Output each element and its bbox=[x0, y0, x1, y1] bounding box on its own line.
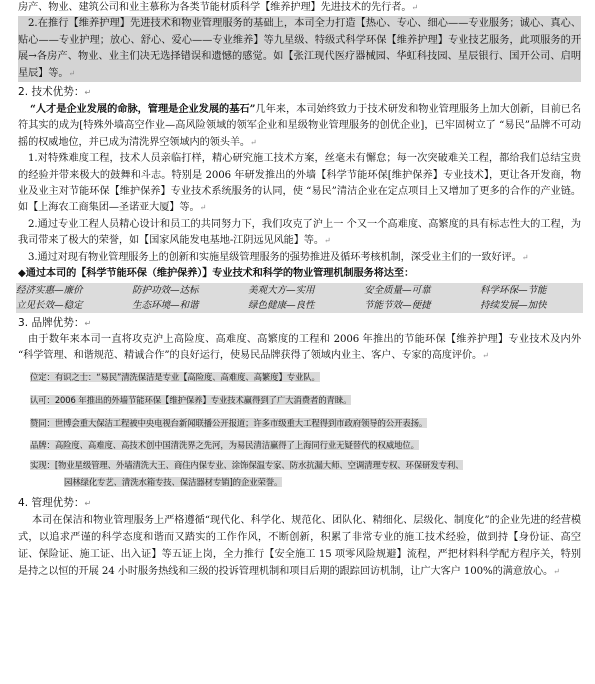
info-achieve-cont: 园林绿化专艺、清洗水箱专技、保洁器材专销]的企业荣誉。 bbox=[64, 476, 283, 487]
slogan-item: 绿色健康—良性 bbox=[248, 299, 315, 311]
info-recognition: 认可：2006 年推出的外墙节能环保【维护保养】专业技术赢得到了广大消费者的青睐。 bbox=[30, 394, 352, 405]
tech-point-2: 2.通过专业工程人员精心设计和员工的共同努力下，我们攻克了沪上一 个又一个高难度、高繁度的具有标志性大的工程，为我司带来了极大的荣誉，如【国家风能发电基地-江阴远见风能】等。↵ bbox=[18, 218, 581, 247]
slogan-row-2 bbox=[16, 298, 583, 313]
slogan-row-1 bbox=[16, 283, 583, 298]
slogan-item: 防护功效—达标 bbox=[132, 284, 199, 296]
service-paragraph: 2.在推行【维养护理】先进技术和物业管理服务的基础上，本司全力打造【热心、专心、细心——专业服务；诚心、真心、贴心——专业护理；放心、舒心、爱心——专业维养】等九星级、特级式科学环保【维养护理】专业技艺服务，此项服务的开展→各房产、物业、业主们决无选择错误和遗憾的感觉。如【张江现代医疗器械园、华虹科技园、星辰银行、国开公司、启明星辰】等。↵ bbox=[18, 16, 581, 82]
tech-point-3: 3.通过对现有物业管理服务上的创新和实施星级管理服务的强势推进及循环考核机制，深受业主们的一致好评。↵ bbox=[28, 251, 529, 263]
slogan-item: 节能节效—便捷 bbox=[364, 299, 431, 311]
intro-paragraph: 房产、物业、建筑公司和业主慕称为各类节能材质科学【维养护理】先进技术的先行者。↵ bbox=[18, 2, 419, 13]
tech-heading: 2. 技术优势：↵ bbox=[18, 86, 92, 99]
info-position: 位定：有识之士：“易民”清洗保洁是专业【高险度、高难度、高繁度】专业队。 bbox=[30, 372, 320, 383]
info-brand: 品牌：高险度、高难度、高技术创中国清洗界之先河，为易民清洁赢得了上海同行业无疑替代的权威地位。 bbox=[30, 440, 419, 451]
mgmt-paragraph: 本司在保洁和物业管理服务上严格遵循“现代化、科学化、规范化、团队化、精细化、层级化、制度化”的企业先进的经营模式，以追求严谨的科学态度和谐而又踏实的工作作风，不断创新，积累了非常专业的施工技术经验，做到持【身份证、高空证、保险证、施工证、出入证】等五证上岗，全力推行【安全施工 15 项零风险规避】流程，严把材料科学配方程序关，特别是持之以恒的开展 24 小时服务热线和三级的投诉管理机制和项目后期的跟踪回访机制，让广大客户 100%的满意放心。↵ bbox=[18, 514, 581, 578]
slogan-item: 美观大方—实用 bbox=[248, 284, 315, 296]
slogan-item: 经济实惠—廉价 bbox=[16, 284, 83, 296]
slogan-item: 安全质量—可靠 bbox=[364, 284, 431, 296]
brand-heading: 3. 品牌优势：↵ bbox=[18, 316, 92, 329]
tech-point-1: 1.对特殊难度工程，技术人员亲临打样，精心研究施工技术方案，丝毫未有懈怠；每一次突破难关工程，都给我们总结宝贵的经验并带来极大的鼓舞和斗志。特别是 2006 年研发推出的外墙【科学节能环保[维护保养】专业技术】，更让各开发商，物业及业主对节能环保【维护保养】专业技术系统服务的认同，使 “易民”清洁企业在定点项目上又增加了更多的合作的产业链。如【上海农工商集团—圣诺亚大厦】等。↵ bbox=[18, 153, 581, 214]
slogan-item: 立见长效—稳定 bbox=[16, 299, 83, 311]
slogan-item: 持续发展—加快 bbox=[480, 299, 547, 311]
slogan-item: 生态环境—和谐 bbox=[132, 299, 199, 311]
mgmt-heading: 4. 管理优势：↵ bbox=[18, 496, 92, 509]
brand-paragraph: 由于数年来本司一直将攻克沪上高险度、高难度、高繁度的工程和 2006 年推出的节能环保【维养护理】专业技术及内外 “科学管理、和谐规范、精诚合作”的良好运行，使易民品牌获得了领域内业主、客户、专家的高度评价。↵ bbox=[18, 333, 581, 361]
slogan-band bbox=[16, 283, 583, 313]
slogan-title: ◆通过本司的【科学节能环保（维护保养）】专业技术和科学的物业管理机制服务将达至： bbox=[18, 268, 415, 280]
info-praise: 赞同：世博会重大保洁工程被中央电视台新闻联播公开报道；许多市级重大工程得到市政府领导的公开表扬。 bbox=[30, 417, 428, 428]
tech-lead-paragraph: “人才是企业发展的命脉，管理是企业发展的基石”几年来，本司始终致力于技术研发和物业管理服务上加大创新，目前已名符其实的成为[特殊外墙高空作业—高风险领域的领军企业和星级物业管理服务的创优企业]，已牢固树立了 “易民”品牌不可动摇的权威地位，并已成为清洗界空领域内的领头羊。↵ bbox=[18, 103, 582, 148]
slogan-item: 科学环保—节能 bbox=[480, 284, 547, 296]
info-achieve: 实现：[物业星级管理、外墙清洗大王、商住内保专业、涂饰保温专家、防水抗漏大师、空调清理专权、环保研发专利、 bbox=[30, 459, 464, 470]
brand-info-block bbox=[18, 366, 581, 490]
